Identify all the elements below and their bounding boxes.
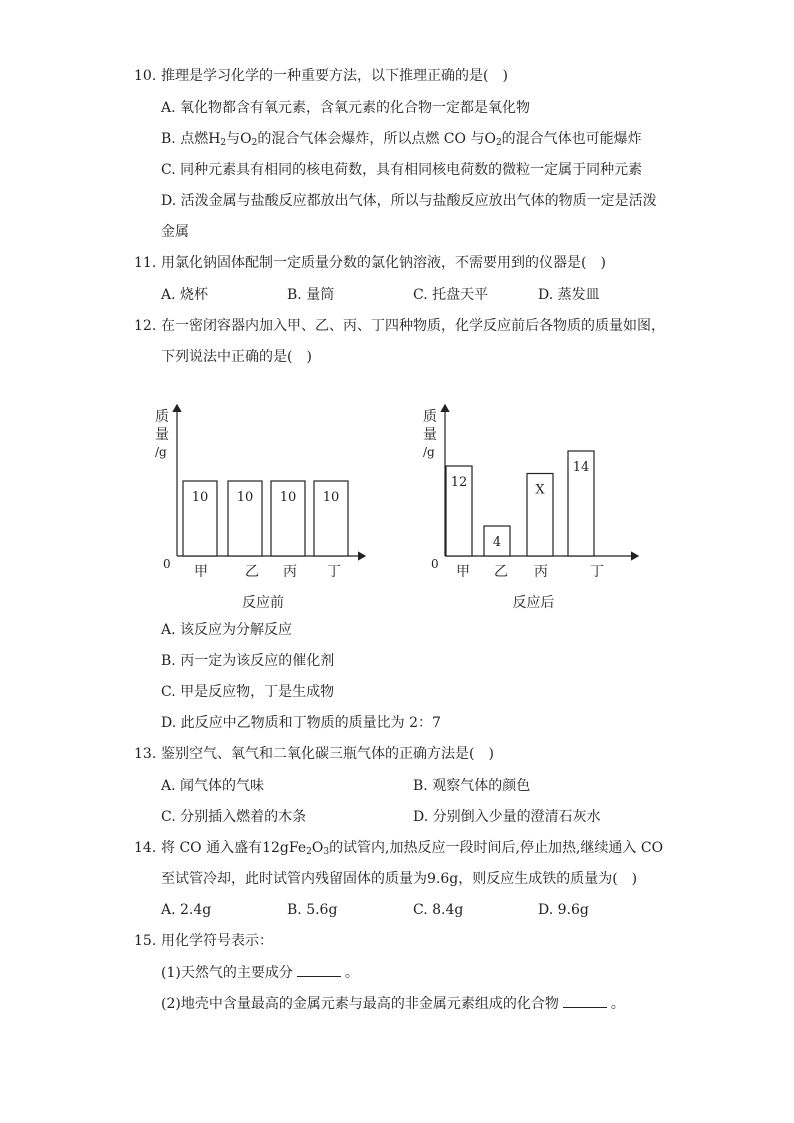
sub-question-1: (1)天然气的主要成分 。 [161,962,359,983]
bar-value-label: 14 [572,460,590,475]
option-b: B. 5.6g [287,902,338,918]
question-stem: 用氯化钠固体配制一定质量分数的氯化钠溶液，不需要用到的仪器是( ) [161,255,606,271]
y-axis-unit: /g [155,445,167,459]
question-stem: 将 CO 通入盛有$12gFe_2O_3$的试管内,加热反应一段时间后,停止加热,继续通入 CO [161,840,664,857]
chart-before [155,405,365,611]
origin-label: 0 [431,557,439,571]
option-d: D. 此反应中乙物质和丁物质的质量比为 2：7 [161,715,441,731]
question-stem: 用化学符号表示： [161,933,273,949]
question-number: 10. [134,68,157,84]
option-a: A. 氧化物都含有氧元素，含氧元素的化合物一定都是氧化物 [161,100,531,116]
bar-value-label: 10 [236,490,254,505]
origin-label: 0 [163,557,171,571]
chart-title: 反应前 [242,595,284,611]
sub-question-2: (2)地壳中含量最高的金属元素与最高的非金属元素组成的化合物 。 [161,993,625,1014]
answer-blank[interactable] [563,993,607,1008]
question-stem: 鉴别空气、氧气和二氧化碳三瓶气体的正确方法是( ) [161,746,494,762]
question-stem-continued: 下列说法中正确的是( ) [161,349,312,365]
question-number: 11. [134,255,157,271]
question-number: 12. [134,318,157,334]
category-label: 丙 [283,564,297,580]
category-label: 乙 [494,564,508,580]
option-d: D. 活泼金属与盐酸反应都放出气体，所以与盐酸反应放出气体的物质一定是活泼 [161,193,657,209]
question-number: 13. [134,746,157,762]
bar-value-label: 10 [322,490,340,505]
y-axis-label: 量 [155,427,169,443]
bar-value-label: 10 [191,490,209,505]
option-d-continued: 金属 [161,224,189,240]
chart-after [423,405,638,611]
question-stem: 推理是学习化学的一种重要方法，以下推理正确的是( ) [161,68,508,84]
option-a: A. 闻气体的气味 [161,778,265,794]
option-c: C. 分别插入燃着的木条 [161,809,307,825]
y-axis-unit: /g [423,445,435,459]
option-c: C. 甲是反应物，丁是生成物 [161,684,335,700]
option-d: D. 蒸发皿 [538,287,600,303]
category-label: 甲 [456,564,470,580]
option-c: C. 托盘天平 [413,287,489,303]
bar-value-label: X [535,482,545,498]
option-c: C. 同种元素具有相同的核电荷数，具有相同核电荷数的微粒一定属于同种元素 [161,162,643,178]
option-b: B. 观察气体的颜色 [413,778,531,794]
bar-value-label: 10 [279,490,297,505]
option-a: A. 2.4g [161,902,212,918]
y-axis-label: 质 [155,409,169,425]
bar-value-label: 12 [450,475,468,490]
bar-charts [0,395,794,635]
category-label: 乙 [245,564,259,580]
y-axis-label: 量 [423,427,437,443]
question-stem-continued: 至试管冷却，此时试管内残留固体的质量为9.6g，则反应生成铁的质量为( ) [161,871,638,887]
option-d: D. 分别倒入少量的澄清石灰水 [413,809,601,825]
option-d: D. 9.6g [538,902,589,918]
question-stem: 在一密闭容器内加入甲、乙、丙、丁四种物质，化学反应前后各物质的质量如图， [161,318,665,334]
option-b: B. 量筒 [287,287,335,303]
category-label: 甲 [194,564,208,580]
category-label: 丁 [327,564,341,580]
option-a: A. 该反应为分解反应 [161,622,293,638]
answer-blank[interactable] [297,962,341,977]
category-label: 丁 [590,564,604,580]
option-b: B. 点燃$H_2$与$O_2$的混合气体会爆炸，所以点燃 CO 与$O_2$的混合气体也可能爆炸 [161,131,642,148]
option-c: C. 8.4g [413,902,464,918]
bar-value-label: 4 [492,535,502,550]
question-number: 14. [134,840,157,856]
option-a: A. 烧杯 [161,287,209,303]
option-b: B. 丙一定为该反应的催化剂 [161,653,335,669]
question-number: 15. [134,933,157,949]
chart-title: 反应后 [512,595,555,611]
y-axis-label: 质 [423,409,437,425]
category-label: 丙 [534,564,548,580]
